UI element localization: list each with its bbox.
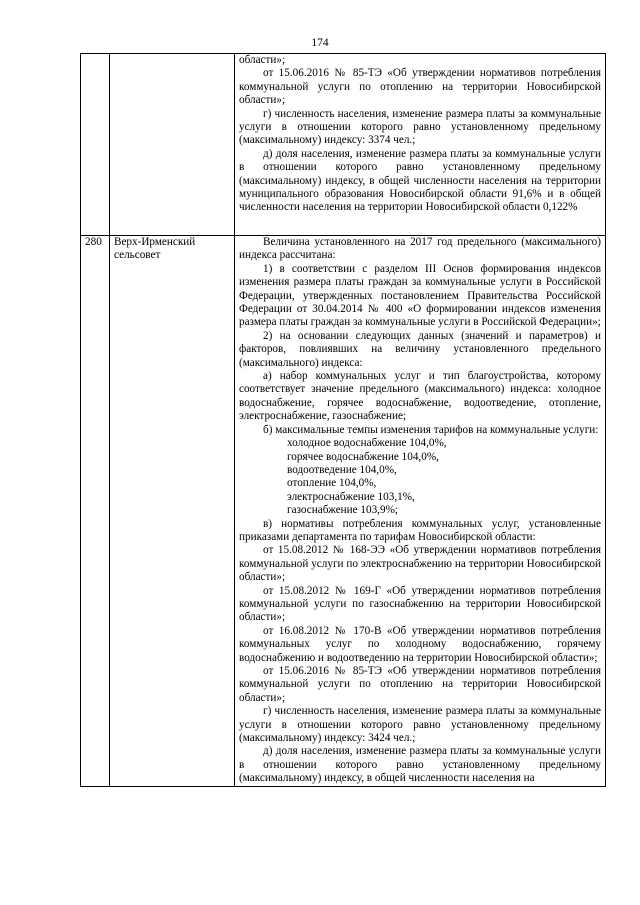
- tariff-line: горячее водоснабжение 104,0%,: [287, 450, 439, 463]
- municipality-name-cell: Верх-Ирменский сельсовет: [110, 236, 235, 787]
- row-number-cell: 280: [81, 236, 110, 787]
- paragraph: от 15.08.2012 № 168-ЭЭ «Об утверждении нормативов потребления коммунальной услуги по электроснабжению на территории Новосибирской области»;: [239, 544, 601, 584]
- table-row: [81, 54, 606, 236]
- paragraph: 1) в соответствии с разделом III Основ формирования индексов изменения размера платы граждан за коммунальные услуги в Российской Федерации, утвержденных постановлением Правительства Российской Федерации от 30.04.2014 № 400 «О формировании индексов изменения размера платы граждан за коммунальные услуги в Российской Федерации»;: [239, 262, 601, 329]
- paragraph: от 15.08.2012 № 169-Г «Об утверждении нормативов потребления коммунальной услуги по газоснабжению на территории Новосибирской области»;: [239, 584, 601, 624]
- index-description-cell: [235, 236, 606, 787]
- paragraph: области»;: [239, 54, 286, 66]
- tariff-line: водоотведение 104,0%,: [287, 463, 397, 476]
- tariff-line: электроснабжение 103,1%,: [287, 490, 415, 503]
- paragraph: 2) на основании следующих данных (значений и параметров) и факторов, повлиявших на величину установленного предельного (максимального) индекса:: [239, 329, 601, 369]
- paragraph: г) численность населения, изменение размера платы за коммунальные услуги в отношении которого равно установленному предельному (максимальному) индексу: 3424 чел.;: [239, 705, 601, 745]
- tariff-line: отопление 104,0%,: [287, 477, 377, 490]
- paragraph: Величина установленного на 2017 год предельного (максимального) индекса рассчитана:: [239, 236, 601, 262]
- row-number-cell: [81, 54, 110, 236]
- paragraph: г) численность населения, изменение размера платы за коммунальные услуги в отношении которого равно установленному предельному (максимальному) индексу: 3374 чел.;: [239, 107, 601, 147]
- paragraph: д) доля населения, изменение размера платы за коммунальные услуги в отношении которого равно установленному предельному (максимальному) индексу, в общей численности населения на территории муниципального образования Новосибирской области 91,6% и в общей численности населения на территории Новосибирской области 0,122%: [239, 147, 601, 214]
- paragraph: в) нормативы потребления коммунальных услуг, установленные приказами департамента по тарифам Новосибирской области:: [239, 517, 601, 543]
- paragraph: д) доля населения, изменение размера платы за коммунальные услуги в отношении которого равно установленному предельному (максимальному) индексу, в общей численности населения на: [239, 745, 601, 785]
- municipality-name-cell: [110, 54, 235, 236]
- table-row: [81, 236, 606, 787]
- municipal-index-table: [80, 53, 606, 787]
- paragraph: а) набор коммунальных услуг и тип благоустройства, которому соответствует значение предельного (максимального) индекса: холодное водоснабжение, горячее водоснабжение, водоотведение, отопление, электроснабжение, газоснабжение;: [239, 370, 601, 423]
- tariff-line: газоснабжение 103,9%;: [287, 504, 398, 517]
- paragraph: от 15.06.2016 № 85-ТЭ «Об утверждении нормативов потребления коммунальной услуги по отоплению на территории Новосибирской области»;: [239, 665, 601, 704]
- index-description-cell: [235, 54, 606, 236]
- tariff-line: холодное водоснабжение 104,0%,: [287, 437, 447, 450]
- paragraph: от 15.06.2016 № 85-ТЭ «Об утверждении нормативов потребления коммунальной услуги по отоплению на территории Новосибирской области»;: [239, 67, 601, 107]
- page-number: 174: [311, 37, 329, 49]
- paragraph: от 16.08.2012 № 170-В «Об утверждении нормативов потребления коммунальных услуг по холодному водоснабжению, горячему водоснабжению и водоотведению на территории Новосибирской области»;: [239, 624, 601, 664]
- paragraph: б) максимальные темпы изменения тарифов на коммунальные услуги:: [263, 423, 599, 436]
